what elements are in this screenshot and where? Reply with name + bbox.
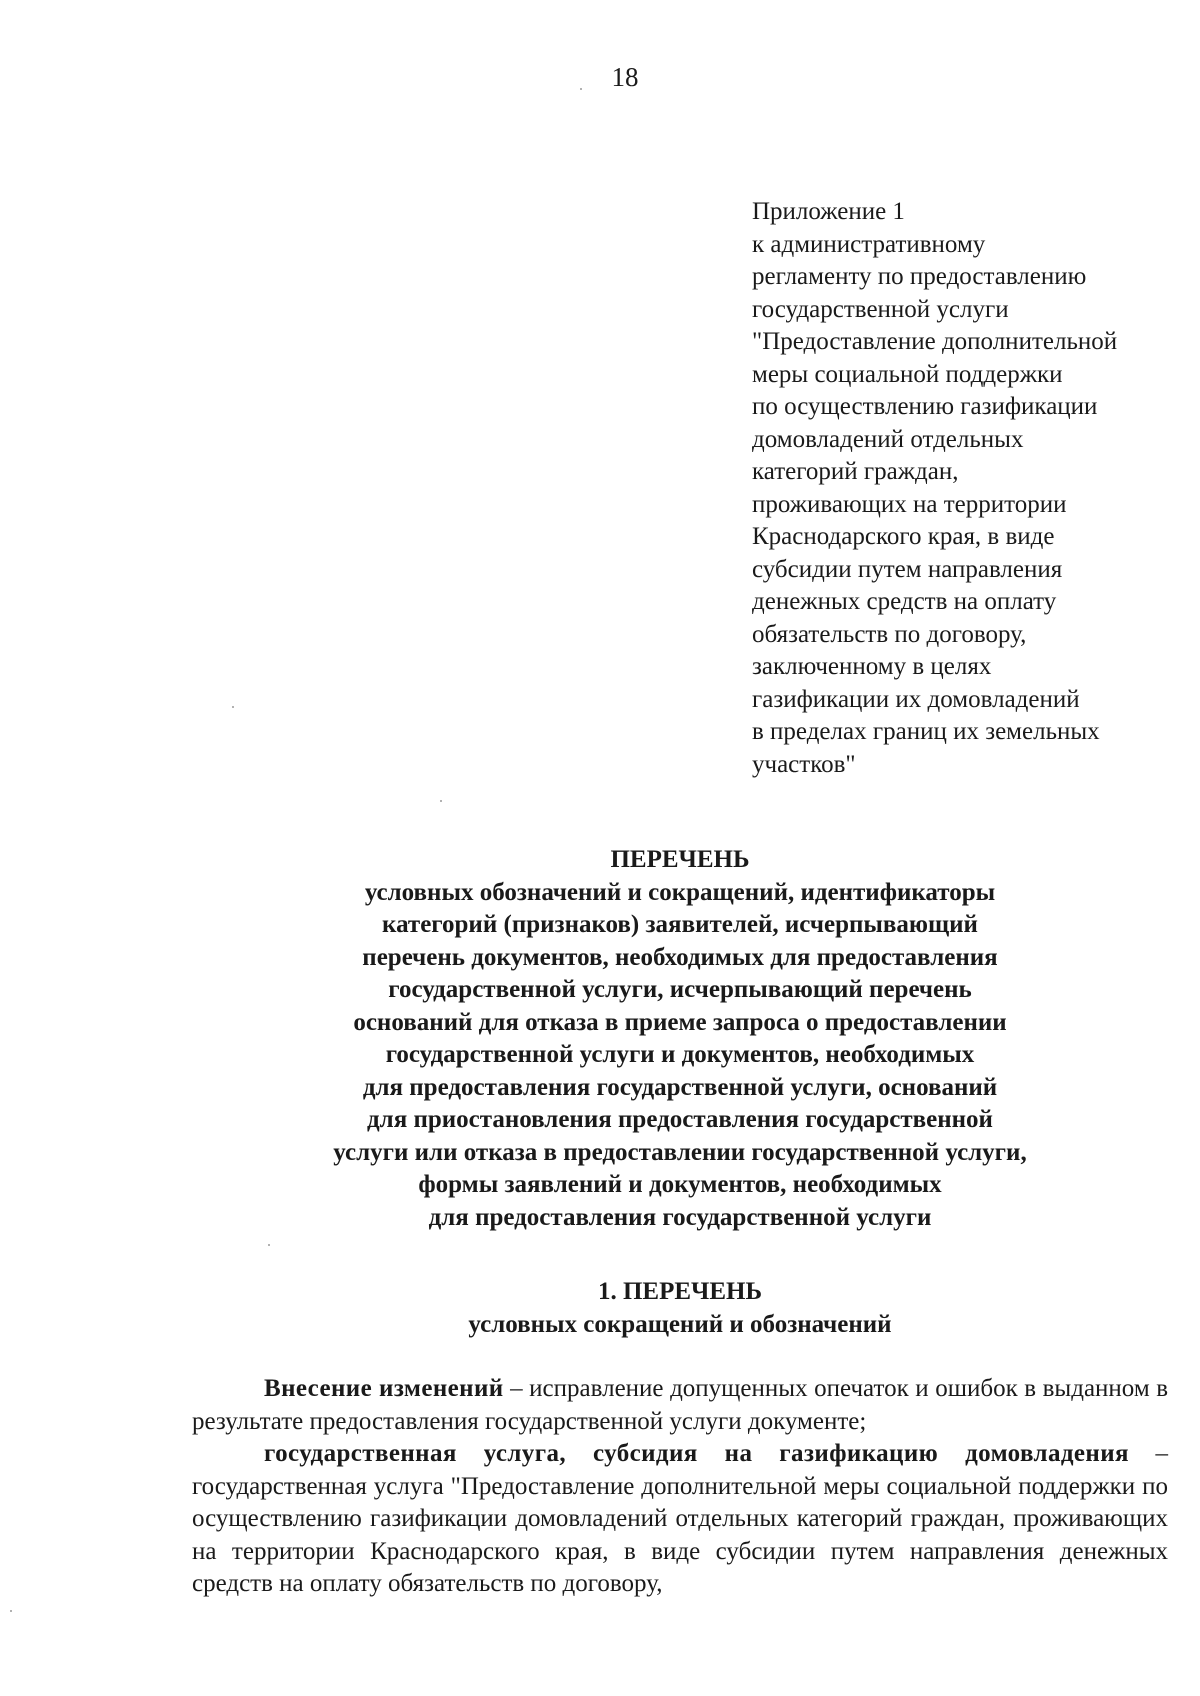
main-title-line: государственной услуги и документов, необходимых xyxy=(385,1041,975,1068)
appendix-line: Краснодарского края, в виде xyxy=(752,523,1055,550)
scan-speck xyxy=(10,1610,12,1612)
main-title-line: категорий (признаков) заявителей, исчерпывающий xyxy=(382,911,978,938)
main-title-line: ПЕРЕЧЕНЬ xyxy=(610,846,750,873)
definition-term: государственная услуга, субсидия на газификацию домовладения xyxy=(264,1440,1129,1467)
main-title-line: для предоставления государственной услуги xyxy=(428,1203,932,1231)
appendix-line: категорий граждан, xyxy=(752,458,959,485)
section-title xyxy=(0,1276,1200,1341)
appendix-line: государственной услуги xyxy=(752,295,1009,323)
scan-speck xyxy=(268,1244,270,1246)
appendix-line: Приложение 1 xyxy=(752,198,905,225)
main-title-line: для предоставления государственной услуги, оснований xyxy=(362,1073,998,1101)
definition-text: – государственная услуга "Предоставление дополнительной меры социальной поддержки по осуществлению газификации домовладений отдельных категорий граждан, проживающих на территории Краснодарского края, в виде субсидии путем направления денежных средств на оплату обязательств по договору, xyxy=(192,1440,1168,1597)
appendix-line: домовладений отдельных xyxy=(752,425,1024,453)
appendix-line: к административному xyxy=(752,230,986,258)
appendix-line: участков" xyxy=(752,750,856,778)
appendix-line: проживающих на территории xyxy=(752,490,1067,518)
definition-text: – исправление допущенных опечаток и ошибок в выданном в результате предоставления государственной услуги документе; xyxy=(192,1375,1168,1435)
main-title-line: для приостановления предоставления государственной xyxy=(367,1106,993,1133)
definition-paragraph xyxy=(192,1438,1168,1601)
appendix-line: газификации их домовладений xyxy=(752,685,1080,713)
appendix-line: регламенту по предоставлению xyxy=(752,263,1087,290)
main-title-line: условных обозначений и сокращений, идентификаторы xyxy=(364,878,996,906)
section-title-line: условных сокращений и обозначений xyxy=(468,1310,892,1338)
main-title xyxy=(0,844,1200,1234)
main-title-line: формы заявлений и документов, необходимых xyxy=(418,1171,942,1198)
page-number: 18 xyxy=(611,62,639,92)
appendix-line: в пределах границ их земельных xyxy=(752,718,1100,745)
section-title-line: 1. ПЕРЕЧЕНЬ xyxy=(597,1278,763,1305)
appendix-line: меры социальной поддержки xyxy=(752,360,1063,388)
main-title-line: услуги или отказа в предоставлении государственной услуги, xyxy=(333,1138,1027,1166)
scan-speck xyxy=(232,706,234,708)
main-title-line: оснований для отказа в приеме запроса о предоставлении xyxy=(353,1008,1007,1036)
main-title-line: перечень документов, необходимых для предоставления xyxy=(362,943,998,971)
appendix-line: денежных средств на оплату xyxy=(752,588,1057,615)
definition-term: Внесение изменений xyxy=(264,1375,504,1402)
definition-paragraph xyxy=(192,1373,1168,1438)
main-title-line: государственной услуги, исчерпывающий перечень xyxy=(388,976,972,1003)
appendix-header xyxy=(752,196,1192,781)
appendix-line: заключенному в целях xyxy=(752,653,992,680)
scan-speck xyxy=(440,800,442,802)
appendix-line: субсидии путем направления xyxy=(752,555,1063,583)
appendix-line: обязательств по договору, xyxy=(752,620,1027,648)
appendix-line: "Предоставление дополнительной xyxy=(752,328,1118,355)
appendix-line: по осуществлению газификации xyxy=(752,393,1098,420)
definitions-body xyxy=(192,1373,1168,1601)
scan-speck xyxy=(580,88,582,90)
